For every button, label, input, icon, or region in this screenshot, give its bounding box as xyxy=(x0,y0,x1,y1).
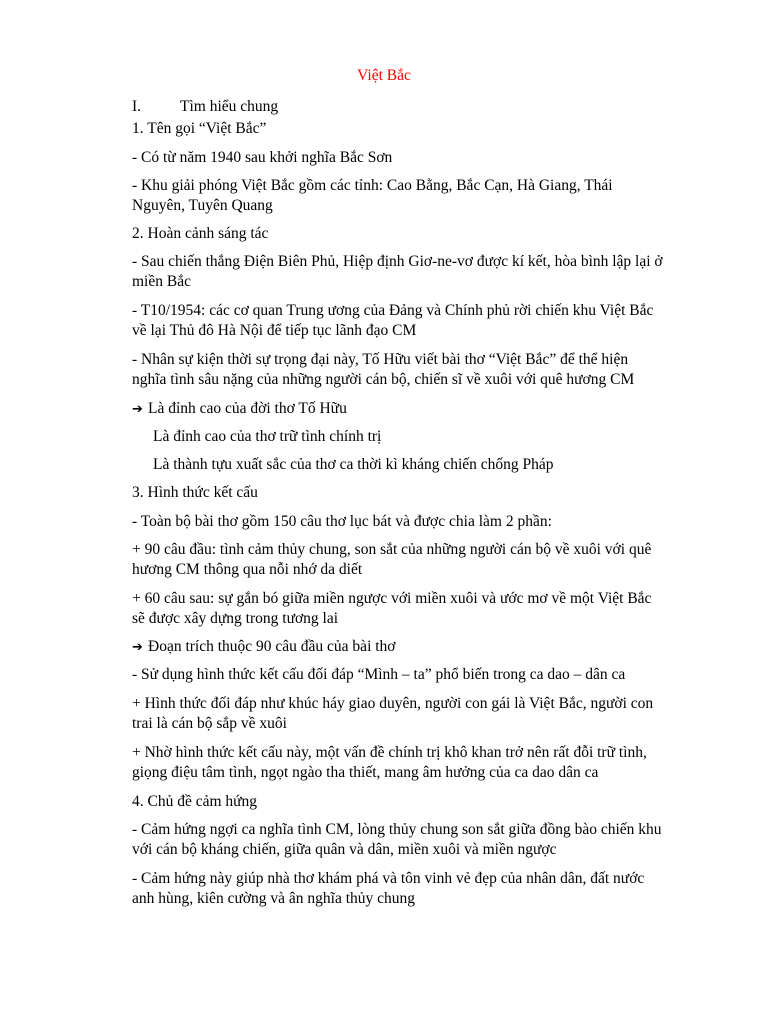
paragraph-line: - Sau chiến thắng Điện Biên Phủ, Hiệp định Giơ-ne-vơ được kí kết, hòa bình lập lại ở xyxy=(132,253,663,270)
paragraph-line: - Có từ năm 1940 sau khởi nghĩa Bắc Sơn xyxy=(132,149,393,166)
paragraph-line: - Khu giải phóng Việt Bắc gồm các tỉnh: Cao Bằng, Bắc Cạn, Hà Giang, Thái xyxy=(132,177,613,194)
right-arrow-icon: ➔ xyxy=(132,640,143,655)
paragraph-line: sẽ được xây dựng trong tương lai xyxy=(132,610,339,627)
paragraph-line: trai là cán bộ sắp về xuôi xyxy=(132,715,287,732)
indented-line: Là đỉnh cao của thơ trữ tình chính trị xyxy=(153,428,382,445)
paragraph-line: anh hùng, kiên cường và ân nghĩa thủy chung xyxy=(132,890,416,907)
paragraph-line: - Sử dụng hình thức kết cấu đối đáp “Mình – ta” phổ biến trong ca dao – dân ca xyxy=(132,666,626,683)
indented-line: Là thành tựu xuất sắc của thơ ca thời kì kháng chiến chống Pháp xyxy=(153,456,554,473)
paragraph-line: - Cảm hứng này giúp nhà thơ khám phá và tôn vinh vẻ đẹp của nhân dân, đất nước xyxy=(132,870,645,887)
paragraph-line: về lại Thủ đô Hà Nội để tiếp tục lãnh đạo CM xyxy=(132,322,417,339)
paragraph-line: Nguyên, Tuyên Quang xyxy=(132,197,273,214)
paragraph-line: - Nhân sự kiện thời sự trọng đại này, Tố Hữu viết bài thơ “Việt Bắc” để thể hiện xyxy=(132,351,629,368)
paragraph-line: với cán bộ kháng chiến, giữa quân và dân, miền xuôi và miền ngược xyxy=(132,841,557,858)
paragraph-line: + Nhờ hình thức kết cấu này, một vấn đề chính trị khô khan trở nên rất đỗi trữ tình, xyxy=(132,744,647,761)
section-number: I. xyxy=(132,98,142,115)
subheading-1: 1. Tên gọi “Việt Bắc” xyxy=(132,120,267,137)
paragraph-line: + 60 câu sau: sự gắn bó giữa miền ngược với miền xuôi và ước mơ về một Việt Bắc xyxy=(132,590,652,607)
arrow-line xyxy=(132,637,396,657)
paragraph-line: - Cảm hứng ngợi ca nghĩa tình CM, lòng thủy chung son sắt giữa đồng bào chiến khu xyxy=(132,821,662,838)
paragraph-line: miền Bắc xyxy=(132,273,191,290)
subheading-3: 3. Hình thức kết cấu xyxy=(132,484,258,501)
paragraph-line: hương CM thông qua nỗi nhớ da diết xyxy=(132,561,363,578)
paragraph-line: - T10/1954: các cơ quan Trung ương của Đảng và Chính phủ rời chiến khu Việt Bắc xyxy=(132,302,654,319)
paragraph-line: nghĩa tình sâu nặng của những người cán bộ, chiến sĩ về xuôi với quê hương CM xyxy=(132,371,635,388)
arrow-line xyxy=(132,399,347,419)
paragraph-line: + 90 câu đầu: tình cảm thủy chung, son sắt của những người cán bộ về xuôi với quê xyxy=(132,541,652,558)
arrow-line-text: Là đỉnh cao của đời thơ Tố Hữu xyxy=(148,400,347,417)
document-title: Việt Bắc xyxy=(357,67,411,84)
arrow-line-text: Đoạn trích thuộc 90 câu đầu của bài thơ xyxy=(148,638,396,655)
subheading-4: 4. Chủ đề cảm hứng xyxy=(132,793,258,810)
section-heading: Tìm hiểu chung xyxy=(180,98,279,115)
subheading-2: 2. Hoàn cảnh sáng tác xyxy=(132,225,269,242)
paragraph-line: - Toàn bộ bài thơ gồm 150 câu thơ lục bát và được chia làm 2 phần: xyxy=(132,513,552,530)
right-arrow-icon: ➔ xyxy=(132,402,143,417)
paragraph-line: + Hình thức đối đáp như khúc háy giao duyên, người con gái là Việt Bắc, người con xyxy=(132,695,654,712)
paragraph-line: giọng điệu tâm tình, ngọt ngào tha thiết, mang âm hưởng của ca dao dân ca xyxy=(132,764,599,781)
